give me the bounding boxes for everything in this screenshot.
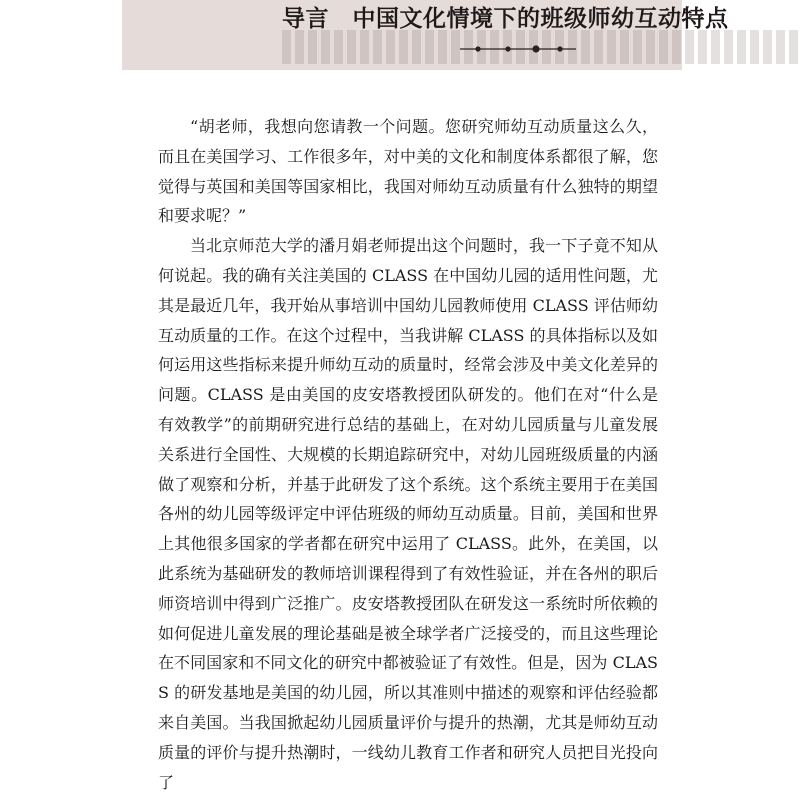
ornament-dot-4 xyxy=(557,46,562,51)
chapter-title: 导言 中国文化情境下的班级师幼互动特点 xyxy=(282,6,729,32)
paragraph-response: 当北京师范大学的潘月娟老师提出这个问题时，我一下子竟不知从何说起。我的确有关注美国的 CLASS 在中国幼儿园的适用性问题，尤其是最近几年，我开始从事培训中国幼儿园教师使用 CLASS 评估师幼互动质量的工作。在这个过程中，当我讲解 CLASS 的具体指标以及如何运用这些指标来提升师幼互动的质量时，经常会涉及中美文化差异的问题。CLASS 是由美国的皮安塔教授团队研发的。他们在对“什么是有效教学”的前期研究进行总结的基础上，在对幼儿园质量与儿童发展关系进行全国性、大规模的长期追踪研究中，对幼儿园班级质量的内涵做了观察和分析，并基于此研发了这个系统。这个系统主要用于在美国各州的幼儿园等级评定中评估班级的师幼互动质量。目前，美国和世界上其他很多国家的学者都在研究中运用了 CLASS。此外，在美国，以此系统为基础研发的教师培训课程得到了有效性验证，并在各州的职后师资培训中得到广泛推广。皮安塔教授团队在研发这一系统时所依赖的如何促进儿童发展的理论基础是被全球学者广泛接受的，而且这些理论在不同国家和不同文化的研究中都被验证了有效性。但是，因为 CLASS 的研发基地是美国的幼儿园，所以其准则中描述的观察和评估经验都来自美国。当我国掀起幼儿园质量评价与提升的热潮，尤其是师幼互动质量的评价与提升热潮时，一线幼儿教育工作者和研究人员把目光投向了 xyxy=(158,236,658,792)
ornament-dot-3 xyxy=(532,45,539,52)
chapter-header-band xyxy=(122,0,729,70)
ornament-dot-2 xyxy=(505,46,510,51)
header-ornament xyxy=(460,44,576,54)
body-text xyxy=(158,112,658,797)
paragraph-question: “胡老师，我想向您请教一个问题。您研究师幼互动质量这么久，而且在美国学习、工作很多年，对中美的文化和制度体系都很了解，您觉得与英国和美国等国家相比，我国对师幼互动质量有什么独特的期望和要求呢？” xyxy=(158,117,658,226)
ornament-dot-1 xyxy=(475,46,480,51)
